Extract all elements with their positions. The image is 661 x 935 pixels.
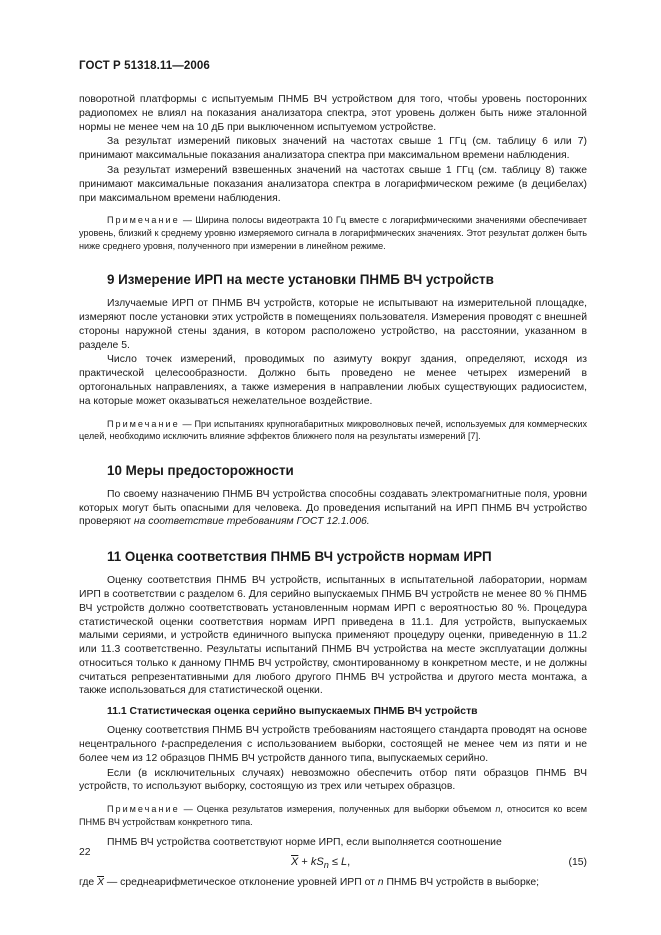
s-symbol: S — [316, 856, 324, 869]
paragraph-continuation: поворотной платформы с испытуемым ПНМБ ВЧ устройством для того, чтобы уровень посторонних радиопомех не влиял на показания анализатора спектра, этот уровень должен быть ниже эталонной нормы не менее чем на 10 дБ при выключенном испытуемом устройстве. — [79, 94, 587, 133]
document-header: ГОСТ Р 51318.11—2006 — [79, 60, 210, 72]
k-symbol: k — [310, 856, 317, 869]
plus-sign: + — [298, 856, 311, 869]
x-bar-symbol: $\overline{X}$ — [97, 877, 104, 889]
formula-comma: , — [347, 856, 351, 869]
note-label: Примечание — [107, 215, 180, 226]
note-text: , относится ко всем ПНМБ ВЧ устройствам конкретного типа. — [79, 804, 587, 827]
formula-15 — [79, 852, 587, 876]
paragraph-11-1a — [79, 724, 587, 765]
paragraph-11: Оценку соответствия ПНМБ ВЧ устройств, испытанных в испытательной лаборатории, нормам ИРП в соответствии с разделом 6. Для серийно выпускаемых ПНМБ ВЧ устройств не менее 80 % ПНМБ ВЧ устройств должно соответствовать установленным нормам ИРП с вероятностью 80 %. Процедура статистической оценки соответствия нормам ИРП приведена в 11.1. Для устройств, выпускаемых малыми сериями, и устройств единичного выпуска применяют процедуру оценки, приведенную в 11.2 или 11.3 соответственно. Результаты испытаний ПНМБ ВЧ устройства на месте эксплуатации должны относиться только к данному ПНМБ ВЧ устройству, смонтированному в конкретном месте, и не должны считаться репрезентативными для любого другого ПНМБ ВЧ устройства и другого места монтажа, а также использоваться для статистической оценки. — [79, 575, 587, 697]
paragraph-where — [79, 876, 587, 890]
paragraph-9b: Число точек измерений, проводимых по азимуту вокруг здания, определяют, исходя из практической целесообразности. Должно быть проведено не менее четырех измерений в ортогональных направлениях, а также измерения в направлении любых существующих радиосистем, на которые может оказываться нежелательное воздействие. — [79, 354, 587, 407]
paragraph-11-1b: Если (в исключительных случаях) невозможно обеспечить отбор пяти образцов ПНМБ ВЧ устройств, то используют выборку, состоящую из трех или четырех образцов. — [79, 767, 587, 793]
note-label: Примечание — [107, 418, 180, 429]
note-sample-size — [79, 803, 587, 828]
document-body — [79, 93, 587, 900]
note-text: — Оценка результатов измерения, полученных для выборки объемом — [179, 804, 496, 815]
note-video-bandwidth — [79, 214, 587, 252]
section-9-heading: 9 Измерение ИРП на месте установки ПНМБ ВЧ устройств — [107, 272, 494, 288]
x-bar-symbol: $\overline{X}$ — [291, 856, 299, 869]
note-text: — Ширина полосы видеотракта 10 Гц вместе с логарифмическими значениями обеспечивает уровень, близкий к среднему уровню измеряемого сигнала в логарифмических значениях. Этот результат должен быть ниже среднего уровня, полученного при измерении в линейном режиме. — [79, 215, 587, 251]
section-11-heading: 11 Оценка соответствия ПНМБ ВЧ устройств нормам ИРП — [107, 549, 492, 565]
formula-number: (15) — [568, 857, 587, 869]
paragraph-10-reference: на соответствие требованиям ГОСТ 12.1.006. — [133, 516, 370, 528]
paragraph-weighted-values: За результат измерений взвешенных значений на частотах свыше 1 ГГц (см. таблицу 8) также принимают максимальные показания анализатора спектра в логарифмическом режиме (в децибелах) при максимальном времени наблюдения. — [79, 164, 587, 204]
n-symbol: n — [377, 877, 384, 889]
note-text: — При испытаниях крупногабаритных микроволновых печей, используемых для коммерческих целей, необходимо исключить влияние эффектов ближнего поля на результаты измерений [7]. — [79, 418, 587, 442]
n-symbol: n — [495, 804, 501, 815]
n-subscript: n — [323, 860, 329, 871]
where-text: где — [79, 877, 98, 889]
paragraph-10 — [79, 488, 587, 529]
section-10-heading: 10 Меры предосторожности — [107, 462, 294, 478]
where-text: — среднеарифметическое отклонение уровней ИРП от — [104, 877, 378, 889]
paragraph-9a: Излучаемые ИРП от ПНМБ ВЧ устройств, которые не испытывают на измерительной площадке, измеряют после установки этих устройств в помещениях пользователя. Измерения проводят с внешней стороны наружной стены здания, в котором расположено устройство, на расстоянии, указанном в разделе 5. — [79, 298, 587, 351]
paragraph-peak-values: За результат измерений пиковых значений на частотах свыше 1 ГГц (см. таблицу 6 или 7) принимают максимальные показания анализатора спектра при максимальном времени наблюдения. — [79, 136, 587, 162]
note-label: Примечание — [107, 804, 180, 815]
where-text: ПНМБ ВЧ устройств в выборке; — [383, 877, 540, 889]
page-number: 22 — [79, 847, 91, 858]
paragraph-text: -распределения с использованием выборки, состоящей не менее чем из пяти и не более чем из 12 образцов ПНМБ ВЧ устройств данного типа, выпускаемых серийно. — [79, 739, 587, 764]
note-microwave — [79, 418, 587, 443]
le-sign: ≤ — [328, 856, 341, 869]
paragraph-10-text: По своему назначению ПНМБ ВЧ устройства способны создавать электромагнитные поля, уровни которых могут быть опасными для человека. До проведения испытаний на ИРП ПНМБ ВЧ устройство проверяют — [79, 488, 587, 528]
t-symbol: t — [161, 739, 165, 751]
paragraph-text: Оценку соответствия ПНМБ ВЧ устройств требованиям настоящего стандарта проводят на основе нецентрального — [79, 725, 587, 751]
l-symbol: L — [340, 856, 348, 869]
paragraph-formula-intro: ПНМБ ВЧ устройства соответствуют норме ИРП, если выполняется соотношение — [107, 837, 502, 849]
formula-expression — [291, 856, 350, 873]
section-11-1-heading: 11.1 Статистическая оценка серийно выпускаемых ПНМБ ВЧ устройств — [107, 706, 478, 718]
